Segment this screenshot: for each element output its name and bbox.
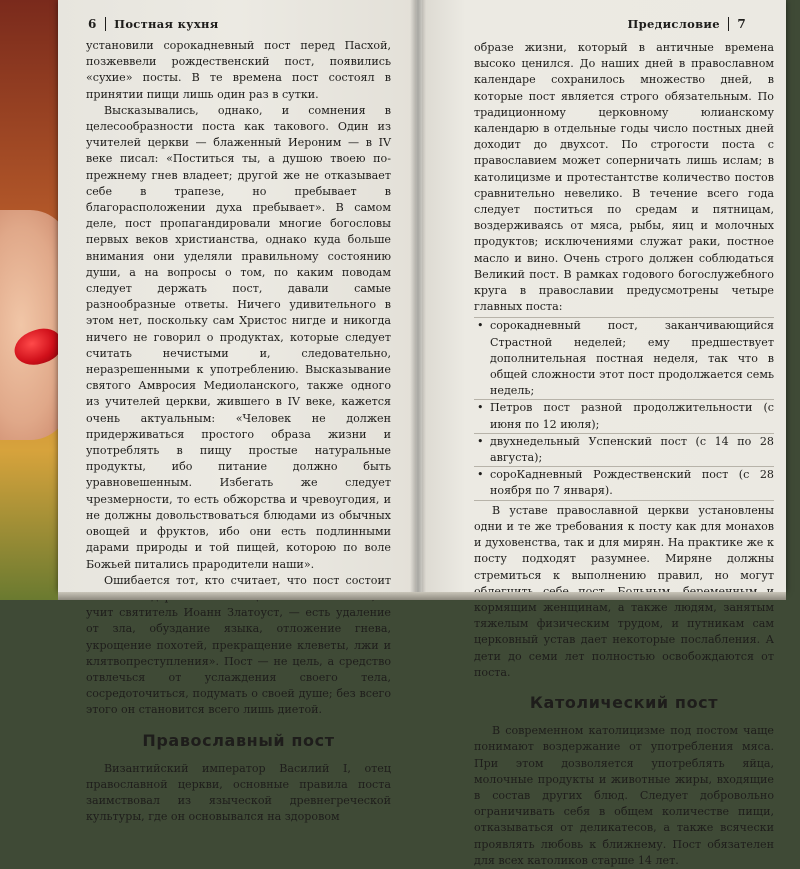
left-page-text xyxy=(86,38,391,826)
list-item: • двухнедельный Успенский пост (с 14 по 28 августа); xyxy=(474,433,774,466)
divider xyxy=(728,17,730,31)
paragraph: Ошибается тот, кто считает, что пост состоит учит святитель Иоанн Златоуст, — есть удаление от зла, обуздание языка, отложение гнева, укрощение похотей, прекращение клеветы, лжи и клятвопреступления». Пост — не цель, а средство отвлечься от услаждения своего тела, сосредоточиться, подумать о своей душе; без всего этого он становится всего лишь диетой. xyxy=(86,573,391,717)
paragraph: образе жизни, который в античные времена высоко ценился. До наших дней в православном календаре сохранилось множество дней, в которые пост является строго обязательным. По традиционному церковному юлианскому календарю в отдельные годы число постных дней доходит до двухсот. По строгости поста с православием может соперничать лишь ислам; в католицизме и протестантстве количество постов сравнительно невелико. В течение всего года следует поститься по средам и пятницам, воздерживаясь от мяса, рыбы, яиц и молочных продуктов; исключениями служат раки, постное масло и вино. Очень строго должен соблюдаться Великий пост. В рамках годового богослужебного круга в православии предусмотрены четыре главных поста: xyxy=(474,41,774,314)
list-item: • сорокадневный пост, заканчивающийся Страстной неделей; ему предшествует дополнительная постная неделя, так что в общей сложности этот пост продолжается семь недель; xyxy=(474,317,774,399)
open-book xyxy=(58,0,786,867)
list-item: • Петров пост разной продолжительности (с июня по 12 июля); xyxy=(474,399,774,432)
left-running-head xyxy=(88,14,219,34)
section-heading-catholic: Католический пост xyxy=(529,692,719,712)
left-page xyxy=(58,0,416,824)
section-heading-orthodox: Православный пост xyxy=(142,730,335,750)
paragraph: Высказывались, однако, и сомнения в целесообразности поста как такового. Один из учителей церкви — блаженный Иероним — в IV веке писал: «Поститься ты, а душою твоею по-прежнему гнев владеет; другой же не отказывает себе в трапезе, но пребывает в благорасположении духа пребывает». В самом деле, пост пропагандировали многие богословы первых веков христианства, однако куда больше внимания они уделяли правильному состоянию души, а на вопросы о том, по каким поводам следует держать пост, давали самые разнообразные ответы. Ничего удивительного в этом нет, поскольку сам Христос нигде и никогда ничего не говорил о продуктах, которые следует считать нечистыми и, следовательно, неразрешенными к употреблению. Высказывание святого Амвросия Медиоланского, также одного из учителей церкви, жившего в IV веке, кажется очень актуальным: «Человек не должен придерживаться простого образа жизни и употреблять в пищу простые натуральные продукты, ибо питание должно быть уравновешенным. Избегать же следует чрезмерности, то есть обжорства и чревоугодия, и не должны довольствоваться блюдами из обычных овощей и фруктов, ибо они есть подлинными дарами природы и той пищей, которою по воле Божьей питались прародители наши». xyxy=(86,103,391,571)
paragraph: Византийский император Василий I, отец православной церкви, основные правила поста заимствовал из языческой древнегреческой культуры, где он основывался на здоровом xyxy=(86,761,391,824)
right-page xyxy=(422,0,786,867)
page-edges xyxy=(58,592,786,600)
right-page-text xyxy=(474,40,774,869)
left-running-title: Постная кухня xyxy=(114,17,219,31)
list-item: • сороКадневный Рождественский пост (с 28 ноября по 7 января). xyxy=(474,466,774,500)
paragraph: В современном католицизме под постом чаще понимают воздержание от употребления мяса. При этом дозволяется употреблять яйца, молочные продукты и животные жиры, входящие в состав других блюд. Следует добровольно ограничивать себя в общем количестве пищи, отказываться от деликатесов, а также всячески проявлять любовь к ближнему. Пост обязателен для всех католиков старше 14 лет. xyxy=(474,724,774,867)
right-running-head xyxy=(628,14,747,34)
paragraph: установили сорокадневный пост перед Пасхой, позжеввели рождественский пост, появились «сухие» посты. В те времена пост состоял в принятии пищи лишь один раз в сутки. xyxy=(86,39,391,101)
paragraph: В уставе православной церкви установлены одни и те же требования к посту как для монахов и духовенства, так и для мирян. На практике же к посту подходят разумнее. Миряне должны стремиться к выполнению правил, но могут кормящим женщинам, а также людям, занятым тяжелым физическим трудом, и путникам сам церковный устав дает некоторые послабления. А дети до семи лет полностью освобождаются от поста. xyxy=(474,503,774,679)
book-gutter xyxy=(410,0,426,592)
left-page-number: 6 xyxy=(88,17,97,31)
fasts-list xyxy=(474,317,774,500)
right-running-title: Предисловие xyxy=(627,17,720,31)
divider xyxy=(105,17,107,31)
right-page-number: 7 xyxy=(737,17,746,31)
